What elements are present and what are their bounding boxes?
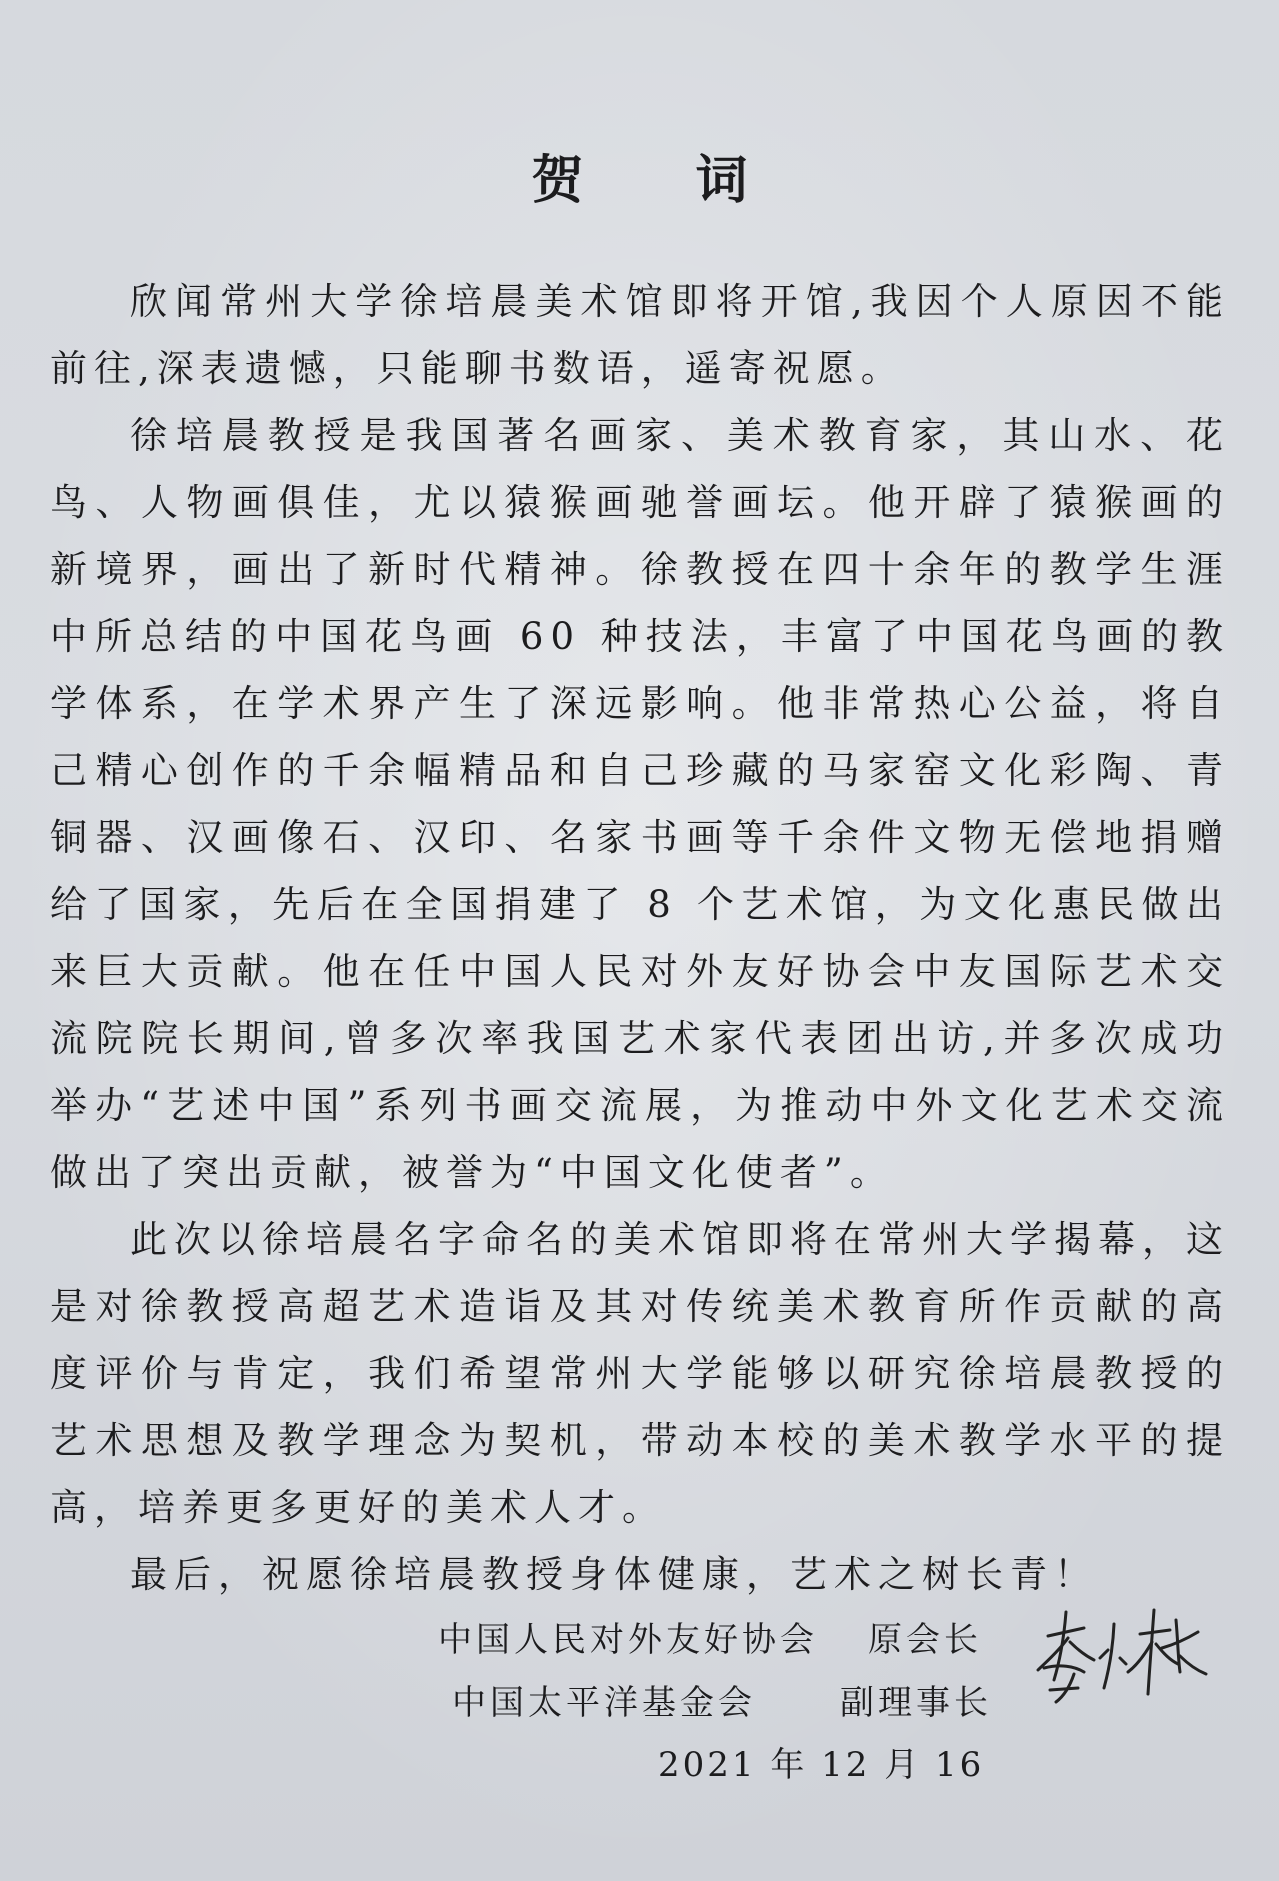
signoff-organization-1: 中国人民对外友好协会 xyxy=(438,1620,818,1660)
title-char-1: 贺 xyxy=(531,150,584,211)
document-title xyxy=(0,138,1279,213)
signoff-role-2: 副理事长 xyxy=(840,1683,992,1723)
signoff-date: 2021 年 12 月 16 xyxy=(658,1745,985,1785)
signoff-role-1: 原会长 xyxy=(868,1620,982,1660)
title-char-2: 词 xyxy=(695,150,748,211)
handwritten-signature xyxy=(1030,1598,1210,1708)
letter-body xyxy=(50,268,1230,1608)
paragraph-4: 最后，祝愿徐培晨教授身体健康，艺术之树长青！ xyxy=(130,1553,1098,1596)
paragraph-1: 欣闻常州大学徐培晨美术馆即将开馆,我因个人原因不能前往,深表遗憾，只能聊书数语，遥寄祝愿。 xyxy=(50,280,1230,390)
paragraph-2: 徐培晨教授是我国著名画家、美术教育家，其山水、花鸟、人物画俱佳，尤以猿猴画驰誉画坛。他开辟了猿猴画的新境界，画出了新时代精神。徐教授在四十余年的教学生涯中所总结的中国花鸟画 60 种技法，丰富了中国花鸟画的教学体系，在学术界产生了深远影响。他非常热心公益，将自己精心创作的千余幅精品和自己珍藏的马家窑文化彩陶、青铜器、汉画像石、汉印、名家书画等千余件文物无偿地捐赠给了国家，先后在全国捐建了 8 个艺术馆，为文化惠民做出来巨大贡献。他在任中国人民对外友好协会中友国际艺术交流院院长期间,曾多次率我国艺术家代表团出访,并多次成功举办“艺述中国”系列书画交流展，为推动中外文化艺术交流做出了突出贡献，被誉为“中国文化使者”。 xyxy=(50,414,1230,1194)
paragraph-3: 此次以徐培晨名字命名的美术馆即将在常州大学揭幕，这是对徐教授高超艺术造诣及其对传统美术教育所作贡献的高度评价与肯定，我们希望常州大学能够以研究徐培晨教授的艺术思想及教学理念为契机，带动本校的美术教学水平的提高，培养更多更好的美术人才。 xyxy=(50,1218,1230,1529)
signoff-organization-2: 中国太平洋基金会 xyxy=(452,1683,756,1723)
